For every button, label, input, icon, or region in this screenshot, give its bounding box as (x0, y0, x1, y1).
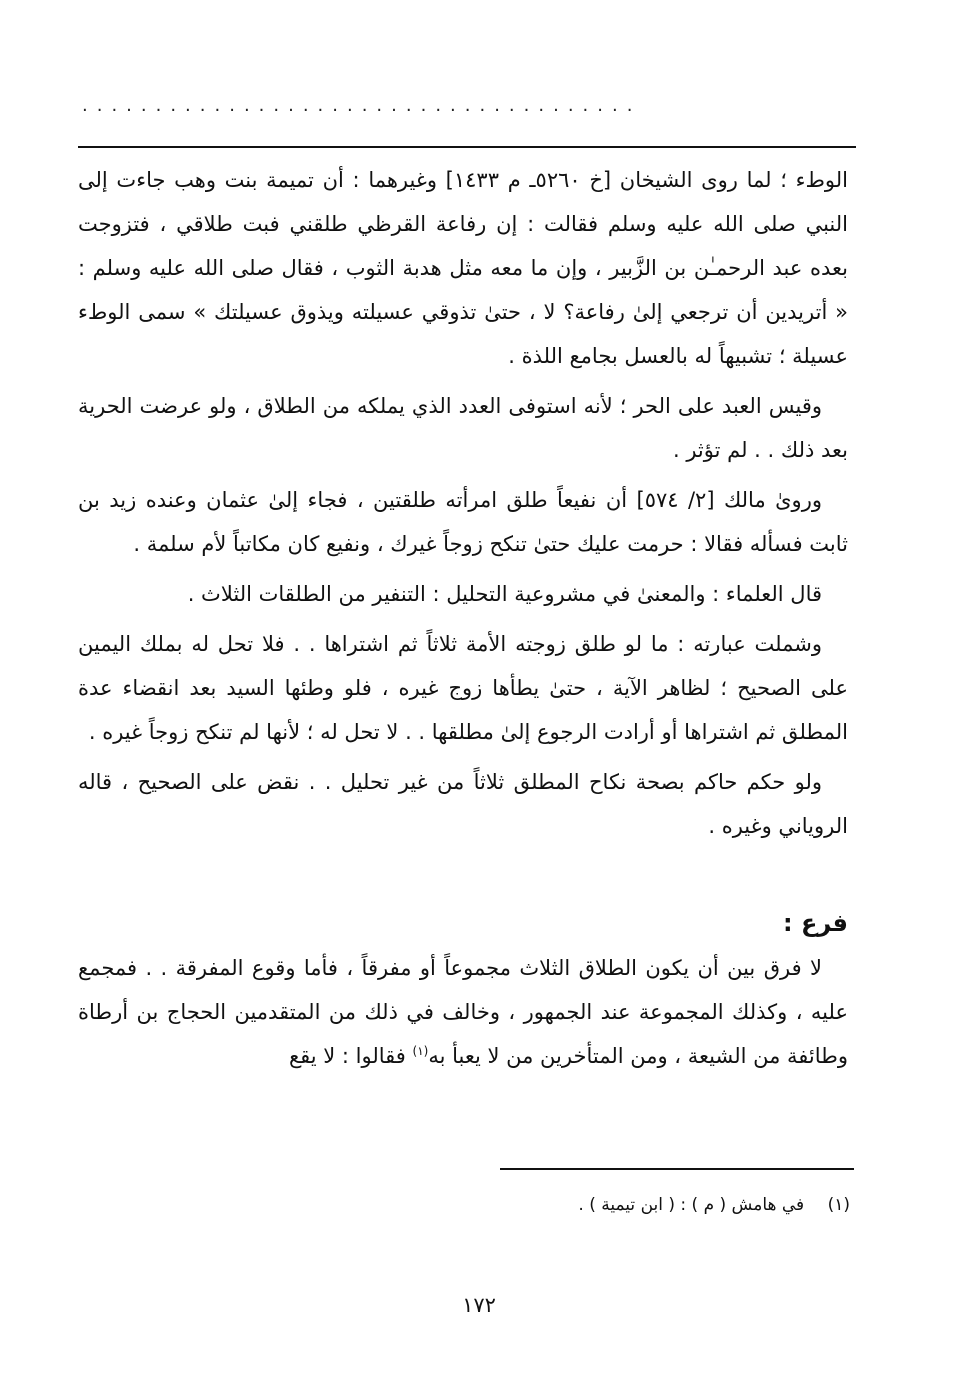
paragraph-6: ولو حكم حاكم بصحة نكاح المطلق ثلاثاً من غير تحليل . . نقض على الصحيح ، قاله الروياني وغيره . (78, 770, 848, 838)
footnote-number: (١) (827, 1195, 850, 1215)
paragraph-5: وشملت عبارته : ما لو طلق زوجته الأمة ثلاثاً ثم اشتراها . . فلا تحل له بملك اليمين على الصحيح ؛ لظاهر الآية ، حتىٰ يطأها زوج غيره ، فلو وطئها السيد بعد انقضاء عدة المطلق ثم اشتراها أو أرادت الرجوع إلىٰ مطلقها . . لا تحل له ؛ لأنها لم تنكح زوجاً غيره . (78, 632, 848, 744)
section-paragraph (78, 946, 848, 1078)
header-dotted-rule: ...................................... (82, 96, 642, 116)
section-heading: فرع : (783, 909, 848, 937)
footnote-text: في هامش ( م ) : ( ابن تيمية ) . (578, 1195, 805, 1215)
paragraph-2: وقيس العبد على الحر ؛ لأنه استوفى العدد الذي يملكه من الطلاق ، ولو عرضت الحرية بعد ذلك . . لم تؤثر . (78, 394, 848, 462)
paragraph-3: وروىٰ مالك [٢/ ٥٧٤] أن نفيعاً طلق امرأته طلقتين ، فجاء إلىٰ عثمان وعنده زيد بن ثابت فسأله فقالا : حرمت عليك حتىٰ تنكح زوجاً غيرك ، ونفيع كان مكاتباً لأم سلمة . (78, 488, 848, 556)
footnote-reference: (١) (412, 1044, 429, 1058)
footnote (78, 1190, 850, 1220)
section-text: لا فرق بين أن يكون الطلاق الثلاث مجموعاً أو مفرقاً ، فأما وقوع المفرقة . . فمجمع عليه ، وكذلك المجموعة عند الجمهور ، وخالف في ذلك من المتقدمين الحجاج بن أرطاة وطائفة من الشيعة ، ومن المتأخرين من لا يعبأ به (78, 956, 848, 1068)
page-number: ١٧٢ (462, 1293, 496, 1317)
paragraph-1: الوطء ؛ لما روى الشيخان [خ ٥٢٦٠ـ م ١٤٣٣] وغيرهما : أن تميمة بنت وهب جاءت إلى النبي صلى الله عليه وسلم فقالت : إن رفاعة القرظي طلقني فبت طلاقي ، فتزوجت بعده عبد الرحمـٰن بن الزَّبير ، وإن ما معه مثل هدبة الثوب ، فقال صلى الله عليه وسلم : « أتريدين أن ترجعي إلىٰ رفاعة؟ لا ، حتىٰ تذوقي عسيلته ويذوق عسيلتك » سمى الوطء عسيلة ؛ تشبيهاً له بالعسل بجامع اللذة . (78, 168, 848, 368)
main-text (78, 158, 848, 1084)
footnote-rule (500, 1168, 854, 1170)
section-text-end: فقالوا : لا يقع (288, 1044, 413, 1068)
header-rule (78, 146, 856, 148)
paragraph-4: قال العلماء : والمعنىٰ في مشروعية التحليل : التنفير من الطلقات الثلاث . (187, 582, 822, 606)
